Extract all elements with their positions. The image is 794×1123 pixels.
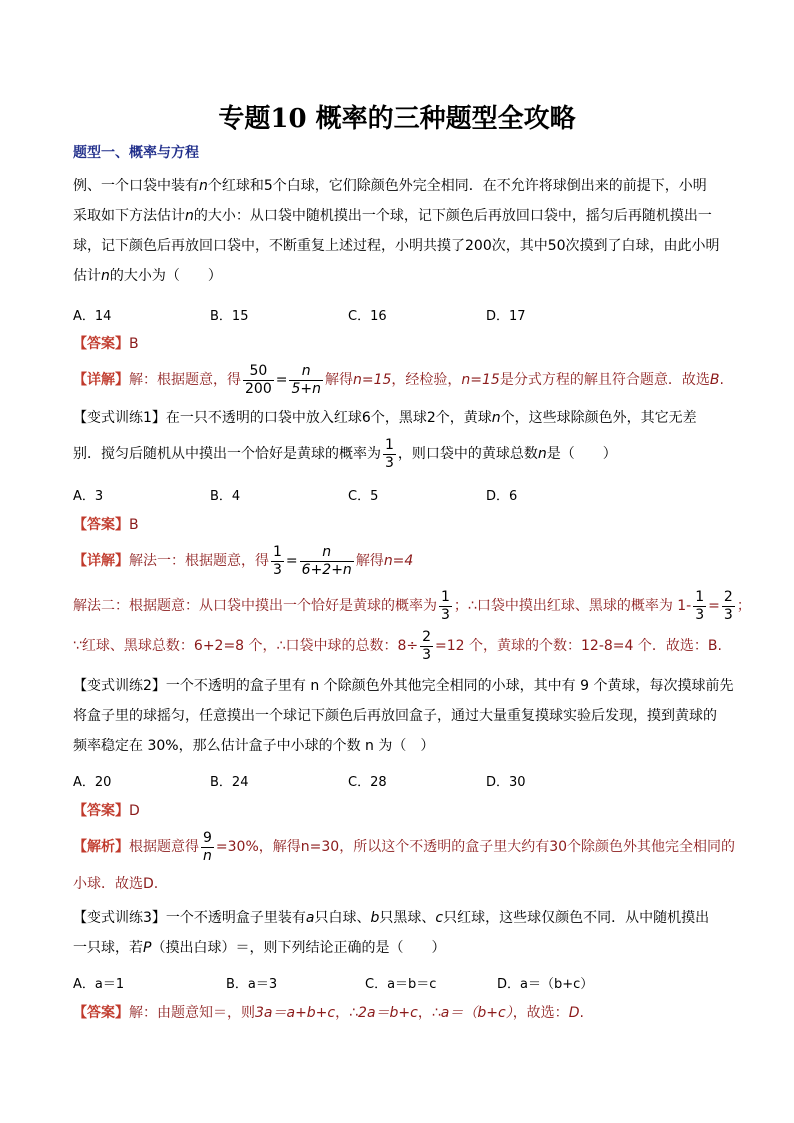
training2-line-2: 将盒子里的球摇匀，任意摸出一个球记下颜色后再放回盒子，通过大量重复摸球实验后发现，摸到黄球的	[73, 708, 717, 724]
training2-analysis	[73, 825, 735, 869]
text: 解法一：根据题意，得	[129, 553, 269, 569]
training3-line-1	[73, 908, 709, 928]
fraction-1-3	[693, 589, 706, 624]
denominator: 3	[441, 606, 450, 623]
denominator: n	[203, 847, 212, 864]
example-line-1	[73, 176, 707, 196]
text: n=30	[300, 839, 340, 855]
text: 一只球，若	[73, 940, 143, 956]
option-a: A．20	[73, 775, 112, 790]
example-line-3: 球，记下颜色后再放回口袋中，不断重复上述过程，小明共摸了200次，其中50次摸到了白球，由此小明	[73, 238, 720, 254]
training3-line-2	[73, 938, 445, 958]
text: 只白球、	[314, 910, 371, 926]
option-c: C．16	[348, 309, 387, 324]
option-d: D．30	[486, 775, 526, 790]
answer-value: B	[129, 336, 139, 352]
analysis-tag: 【解析】	[73, 839, 129, 855]
text: 个除颜色外其他完全相同的	[567, 839, 736, 855]
numerator: 9	[203, 829, 212, 846]
text: 的大小为（ ）	[109, 268, 222, 284]
text: ，故选：	[512, 1005, 569, 1021]
text: 只红球，这些球仅颜色不同．从中随机摸出	[443, 910, 710, 926]
numerator: 2	[422, 628, 432, 645]
denominator: 3	[695, 606, 705, 623]
denominator: 5+n	[291, 380, 321, 397]
text: 解法二：根据题意：从口袋中摸出一个恰好是黄球的概率为	[73, 598, 437, 614]
fraction-1-3	[439, 589, 452, 624]
denominator: 200	[245, 380, 272, 397]
equals-sign: =	[708, 598, 720, 614]
training1-detail-1	[73, 539, 413, 583]
denominator: 3	[723, 606, 733, 623]
training1-line-1	[73, 408, 697, 428]
option-b: B．24	[210, 775, 249, 790]
text: 是分式方程的解且符合题意．故选	[499, 372, 710, 388]
training2-analysis-2: 小球．故选D.	[73, 876, 159, 892]
option-d: D．6	[486, 489, 518, 504]
answer-line	[73, 515, 139, 535]
text: 解：由题意知＝，则	[129, 1005, 255, 1021]
answer-value: D	[129, 803, 140, 819]
text: 的大小：从口袋中随机摸出一个球，记下颜色后再放回口袋中，摇匀后再随机摸出一	[193, 208, 712, 224]
training1-line-2	[73, 432, 617, 476]
detail-line	[73, 358, 724, 402]
option-b: B．a＝3	[226, 977, 278, 992]
text: ，∴	[335, 1005, 359, 1021]
text: ；	[736, 598, 751, 614]
answer-tag: 【答案】	[73, 517, 129, 533]
numerator: 1	[441, 588, 450, 605]
option-a: A．14	[73, 309, 112, 324]
text: D	[568, 1005, 580, 1021]
answer-value: B	[129, 517, 139, 533]
option-c: C．28	[348, 775, 387, 790]
example-line-4	[73, 266, 222, 286]
option-b: B．15	[210, 309, 249, 324]
answer-line	[73, 801, 140, 821]
text: ∵红球、黑球总数：6+2=8 个，∴口袋中球的总数：8÷	[73, 638, 419, 654]
var-n: n	[491, 410, 501, 426]
answer-tag: 【答案】	[73, 1005, 129, 1021]
training3-answer	[73, 1003, 584, 1023]
page-title: 专题10 概率的三种题型全攻略	[218, 104, 576, 134]
fraction-2-3	[420, 629, 433, 664]
text: 例、一个口袋中装有	[73, 178, 199, 194]
var-b: b	[370, 910, 380, 926]
fraction-1-3	[383, 437, 396, 472]
text: ，经检验，	[391, 372, 462, 388]
text: 只黑球、	[379, 910, 436, 926]
text: 个红球和5个白球，它们除颜色外完全相同．在不允许将球倒出来的前提下，小明	[207, 178, 707, 194]
text: 采取如下方法估计	[73, 208, 185, 224]
text: （摸出白球）＝，则下列结论正确的是（ ）	[151, 940, 446, 956]
text: ，则口袋中的黄球总数	[397, 446, 538, 462]
text: 根据题意得	[129, 839, 199, 855]
text: 【变式训练1】在一只不透明的口袋中放入红球6个，黑球2个，黄球	[73, 410, 492, 426]
training2-line-1: 【变式训练2】一个不透明的盒子里有 n 个除颜色外其他完全相同的小球，其中有 9 个黄球，每次摸球前先	[73, 678, 734, 694]
var-a: a	[305, 910, 315, 926]
numerator: n	[300, 544, 354, 562]
option-a: A．3	[73, 489, 104, 504]
fraction-1-3	[271, 544, 284, 579]
fraction-n-5n	[289, 363, 323, 398]
denominator: 6+2+n	[301, 561, 352, 578]
text: .	[579, 1005, 584, 1021]
answer-tag: 【答案】	[73, 336, 129, 352]
var-n: n	[537, 446, 547, 462]
denominator: 3	[385, 454, 394, 471]
answer-line	[73, 334, 139, 354]
fraction-n-sum	[300, 544, 354, 579]
text: n=15	[352, 372, 392, 388]
text: .	[719, 372, 724, 388]
answer-tag: 【答案】	[73, 803, 129, 819]
var-n: n	[101, 268, 110, 284]
option-c: C．a＝b＝c	[365, 977, 437, 992]
var-n: n	[199, 178, 208, 194]
text: 解：根据题意，得	[129, 372, 241, 388]
text: =12 个，黄球的个数：12-8=4 个．故选：B.	[435, 638, 722, 654]
option-c: C．5	[348, 489, 379, 504]
text: 2a＝b+c	[358, 1005, 418, 1021]
text: =30%，解得	[215, 839, 301, 855]
text: 【变式训练3】一个不透明盒子里装有	[73, 910, 306, 926]
text: n=15	[461, 372, 500, 388]
text: 是（ ）	[546, 446, 617, 462]
numerator: 1	[695, 588, 705, 605]
fraction-2-3	[722, 589, 735, 624]
equals-sign: =	[285, 553, 298, 569]
text: ，∴	[417, 1005, 441, 1021]
numerator: 1	[273, 543, 282, 560]
example-line-2	[73, 206, 712, 226]
detail-tag: 【详解】	[73, 372, 129, 388]
option-d: D．a＝（b+c）	[497, 977, 594, 992]
text: ，所以这个不透明的盒子里大约有	[339, 839, 550, 855]
training2-line-3: 频率稳定在 30%，那么估计盒子中小球的个数 n 为（ ）	[73, 738, 435, 754]
text: 3a＝a+b+c	[255, 1005, 336, 1021]
training1-detail-3	[73, 624, 722, 668]
option-d: D．17	[486, 309, 526, 324]
detail-tag: 【详解】	[73, 553, 129, 569]
text: a＝（b+c）	[440, 1005, 513, 1021]
text: 30	[549, 839, 568, 855]
option-a: A．a＝1	[73, 977, 125, 992]
var-c: c	[435, 910, 444, 926]
numerator: 1	[385, 436, 394, 453]
text: 解得	[324, 372, 353, 388]
fraction-50-200	[243, 363, 274, 398]
text: 估计	[73, 268, 101, 284]
text: B	[709, 372, 720, 388]
fraction-9-n	[201, 830, 214, 865]
training1-detail-2	[73, 584, 751, 628]
numerator: 2	[723, 588, 733, 605]
text: 个，这些球除颜色外，其它无差	[500, 410, 697, 426]
section-heading: 题型一、概率与方程	[73, 145, 199, 161]
text: n=4	[383, 553, 414, 569]
denominator: 3	[422, 646, 432, 663]
equals-sign: =	[275, 372, 288, 388]
text: 别．搅匀后随机从中摸出一个恰好是黄球的概率为	[73, 446, 381, 462]
var-p: P	[143, 940, 152, 956]
option-b: B．4	[210, 489, 241, 504]
var-n: n	[185, 208, 194, 224]
numerator: 50	[243, 363, 274, 381]
text: 解得	[355, 553, 384, 569]
denominator: 3	[273, 561, 282, 578]
text: ；∴口袋中摸出红球、黑球的概率为 1-	[453, 598, 692, 614]
numerator: n	[289, 363, 323, 381]
